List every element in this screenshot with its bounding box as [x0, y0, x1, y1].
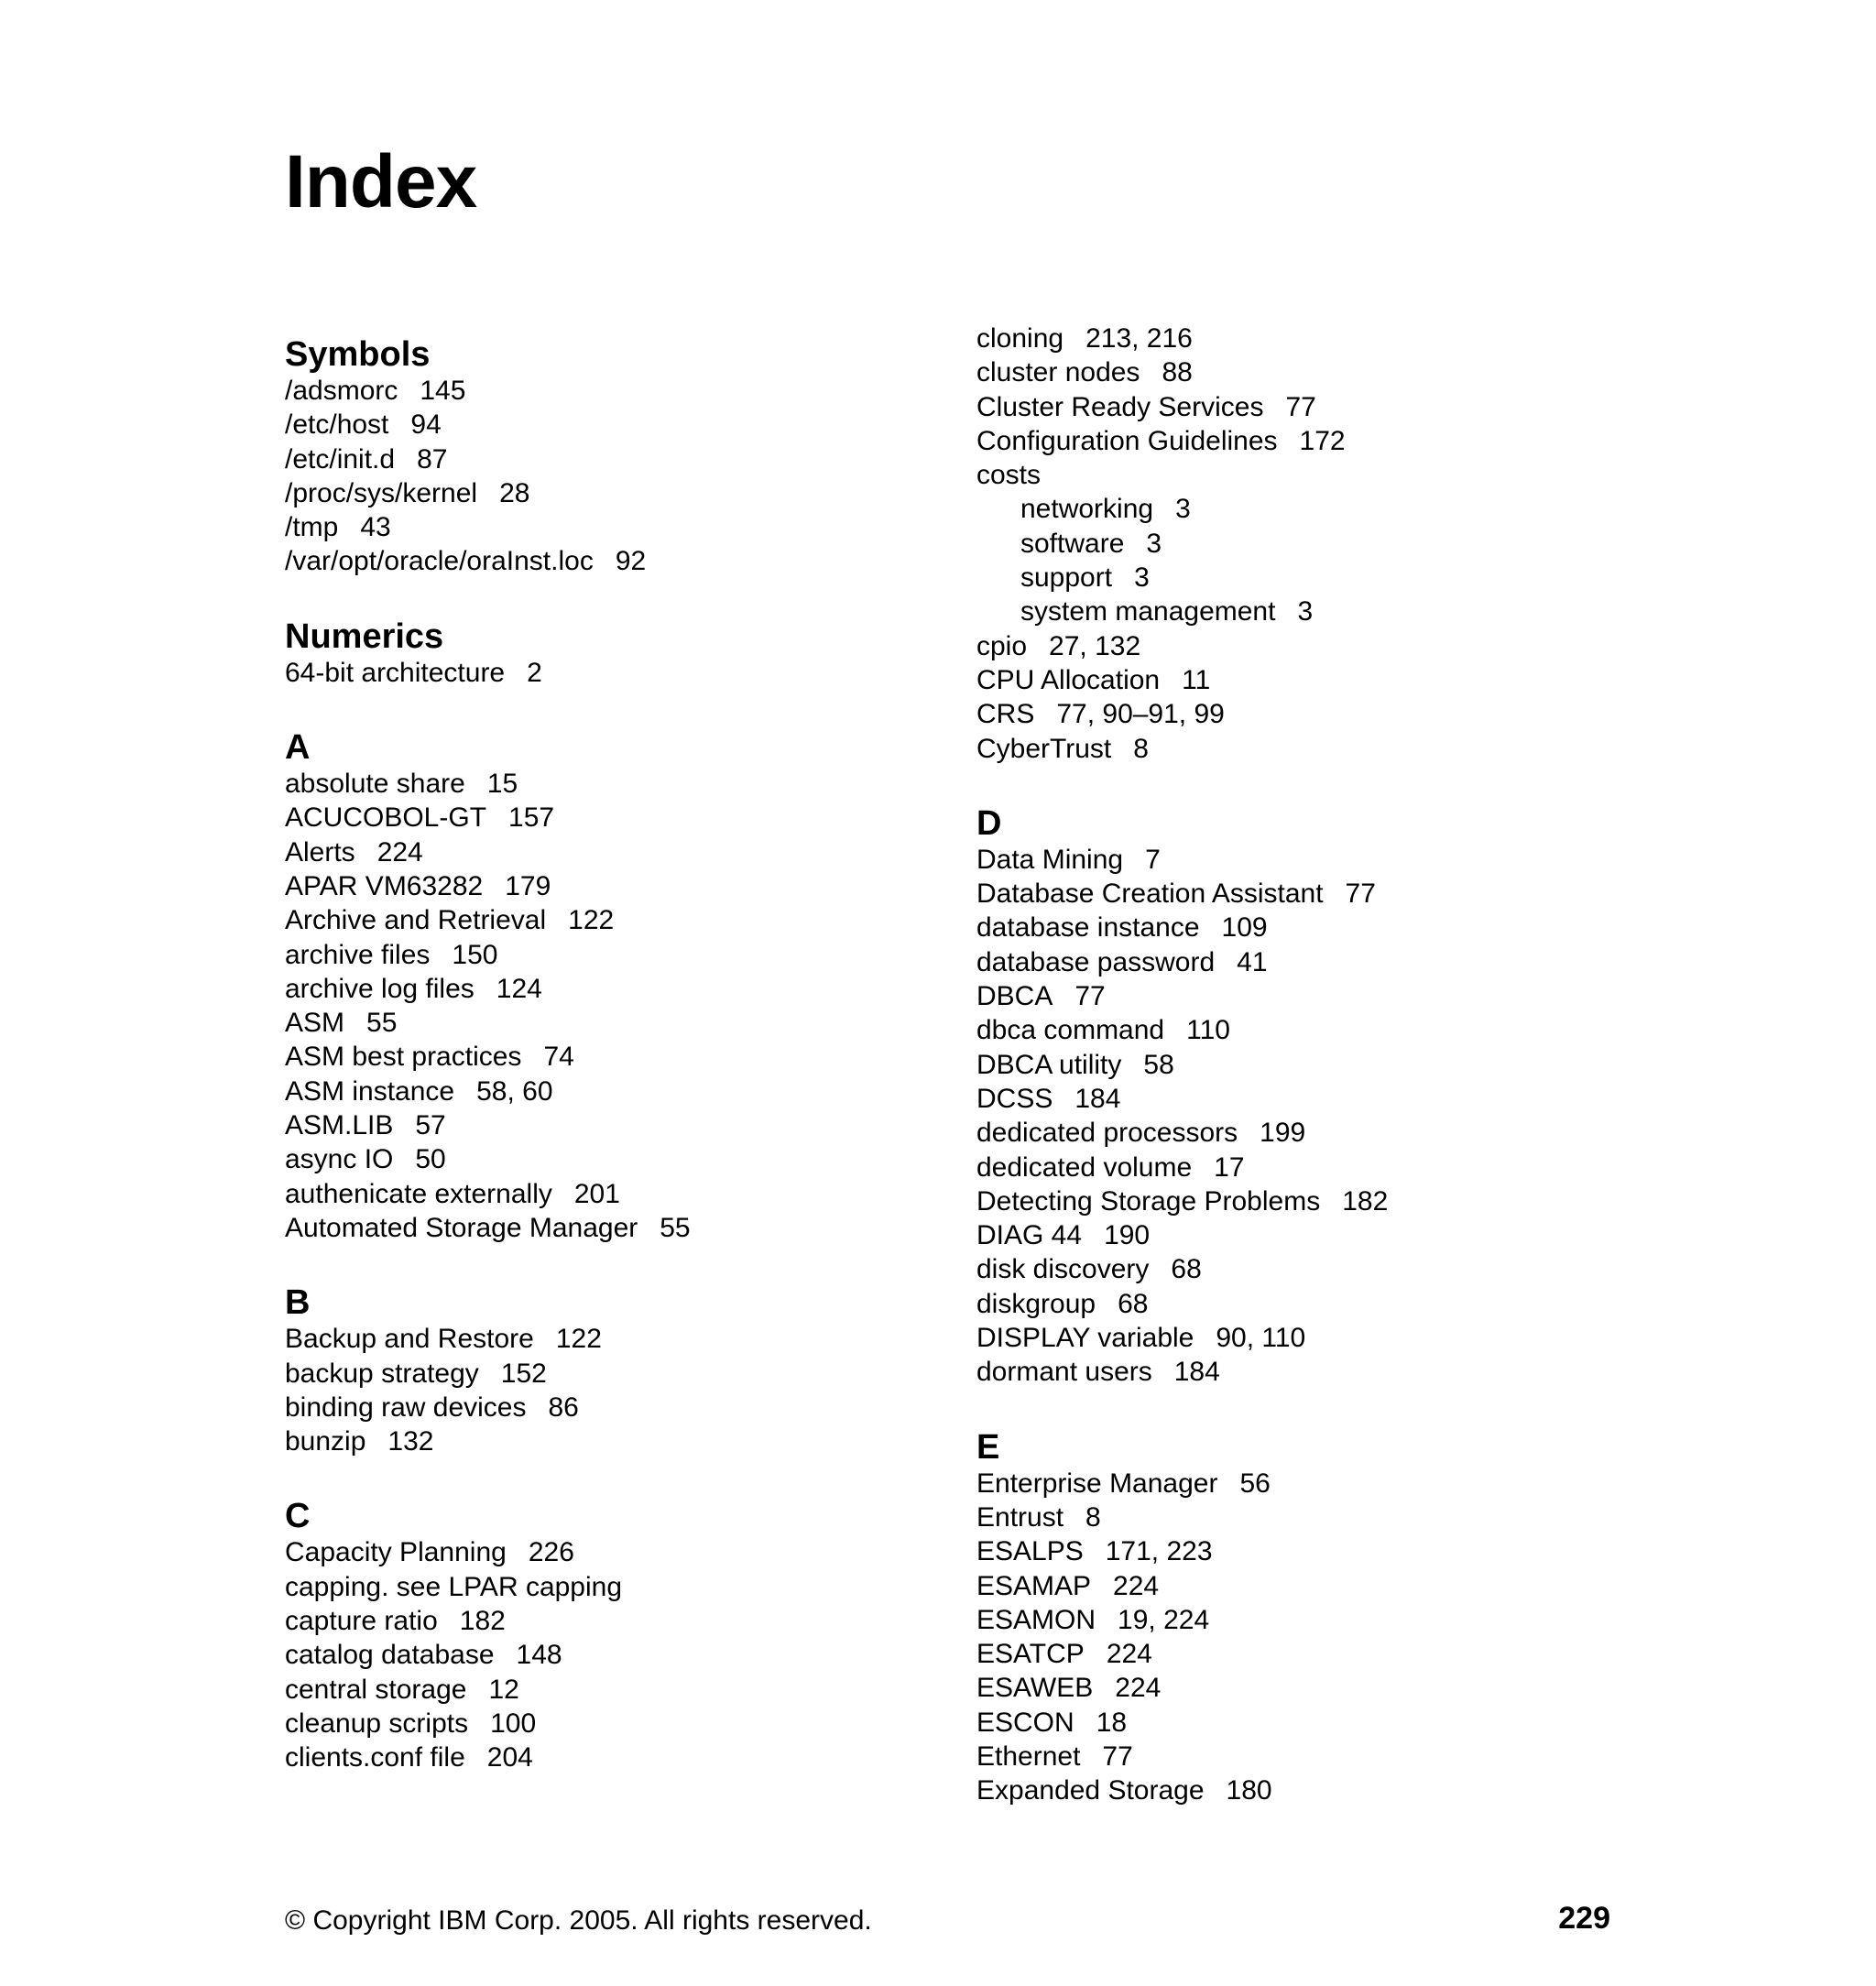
index-page-refs: 226 [528, 1537, 574, 1568]
index-page-refs: 74 [543, 1042, 574, 1073]
index-entry [976, 1637, 1618, 1671]
index-term: Data Mining [976, 844, 1124, 875]
index-term: ESAWEB [976, 1673, 1094, 1704]
index-term: costs [976, 460, 1042, 491]
index-term: cleanup scripts [285, 1708, 469, 1739]
index-term: Capacity Planning [285, 1537, 507, 1568]
index-term: bunzip [285, 1426, 366, 1457]
index-entry [976, 1218, 1618, 1252]
index-page-refs: 2 [527, 657, 542, 688]
index-term: software [1020, 528, 1125, 559]
section-heading: B [285, 1283, 311, 1323]
index-term: disk discovery [976, 1254, 1150, 1285]
index-term: Alerts [285, 836, 355, 868]
index-entry [285, 1707, 926, 1740]
index-term: Ethernet [976, 1740, 1081, 1772]
section-heading: Symbols [285, 335, 431, 374]
index-page-refs: 145 [420, 376, 466, 406]
index-term: ESALPS [976, 1536, 1084, 1567]
index-page-refs: 12 [488, 1674, 519, 1705]
index-entry [285, 1604, 926, 1638]
index-page-refs: 86 [548, 1391, 579, 1423]
index-entry [976, 424, 1618, 458]
index-term: DISPLAY variable [976, 1323, 1194, 1354]
index-term: Configuration Guidelines [976, 425, 1278, 456]
index-page-refs: 94 [410, 409, 442, 441]
index-entry [976, 911, 1618, 944]
index-entry [285, 835, 926, 869]
index-term: CRS [976, 699, 1035, 730]
index-page-refs: 122 [555, 1324, 602, 1355]
index-entry [285, 1424, 926, 1458]
index-term: Detecting Storage Problems [976, 1185, 1321, 1217]
index-term: ESCON [976, 1707, 1074, 1738]
index-entry [285, 1357, 926, 1391]
index-section [976, 1424, 1618, 1808]
index-term: dbca command [976, 1015, 1165, 1046]
index-page-refs: 88 [1162, 357, 1193, 388]
index-entry [976, 1500, 1618, 1534]
index-term: /proc/sys/kernel [285, 477, 478, 508]
index-entry [285, 374, 926, 408]
index-page-refs: 157 [508, 802, 555, 834]
index-term: Expanded Storage [976, 1775, 1205, 1806]
index-page-refs: 68 [1118, 1288, 1149, 1319]
index-page-refs: 3 [1175, 494, 1191, 525]
index-term: CyberTrust [976, 733, 1112, 764]
index-subentry [976, 527, 1618, 561]
index-entry [285, 903, 926, 937]
index-term: catalog database [285, 1640, 495, 1671]
index-page-refs: 213, 216 [1085, 323, 1193, 354]
index-entry [976, 1151, 1618, 1184]
index-page-refs: 180 [1226, 1775, 1272, 1806]
index-page-refs: 90, 110 [1216, 1323, 1306, 1354]
index-page-refs: 224 [1113, 1570, 1160, 1601]
index-page-refs: 182 [459, 1606, 506, 1637]
index-entry [285, 1673, 926, 1707]
index-subentry [976, 561, 1618, 595]
index-entry [285, 869, 926, 903]
index-subentry [976, 492, 1618, 526]
index-entry [285, 1740, 926, 1774]
index-page-refs: 100 [490, 1708, 537, 1739]
index-entry [976, 1287, 1618, 1321]
index-entry [976, 629, 1618, 663]
index-entry [976, 663, 1618, 697]
index-entry [285, 1142, 926, 1176]
index-entry [285, 938, 926, 972]
index-page-refs: 3 [1146, 528, 1162, 559]
index-entry [976, 1252, 1618, 1286]
index-page-refs: 179 [505, 870, 551, 901]
index-entry [976, 1355, 1618, 1389]
index-page-refs: 68 [1171, 1254, 1202, 1285]
index-page-refs: 58, 60 [476, 1075, 553, 1107]
index-term: archive files [285, 939, 431, 970]
index-page-refs: 201 [573, 1178, 620, 1209]
index-term: capture ratio [285, 1606, 438, 1637]
index-page-refs: 184 [1173, 1357, 1220, 1388]
index-term: ESAMAP [976, 1570, 1092, 1601]
index-term: cpio [976, 630, 1028, 661]
index-term: capping. see LPAR capping [285, 1571, 623, 1602]
index-page-refs: 55 [366, 1008, 398, 1039]
index-entry [285, 408, 926, 442]
index-term: 64-bit architecture [285, 657, 506, 688]
index-term: database instance [976, 912, 1200, 944]
index-entry [976, 1082, 1618, 1116]
index-subentry [976, 595, 1618, 628]
index-page-refs: 92 [615, 546, 647, 577]
index-section [976, 801, 1618, 1390]
index-term: absolute share [285, 769, 465, 800]
index-page-refs: 184 [1074, 1083, 1121, 1114]
index-term: ESATCP [976, 1639, 1085, 1670]
index-term: /tmp [285, 512, 339, 543]
index-term: networking [1020, 494, 1154, 525]
index-entry [285, 1570, 926, 1604]
index-entry [976, 355, 1618, 389]
index-term: system management [1020, 596, 1276, 627]
section-heading: C [285, 1497, 311, 1536]
index-page-refs: 19, 224 [1118, 1604, 1210, 1635]
index-section [285, 614, 926, 690]
index-section [976, 322, 1618, 766]
index-entry [285, 801, 926, 835]
index-page-refs: 11 [1182, 664, 1211, 695]
index-term: dormant users [976, 1357, 1152, 1388]
index-term: async IO [285, 1144, 394, 1175]
index-term: ASM.LIB [285, 1110, 394, 1141]
index-page-refs: 27, 132 [1049, 630, 1141, 661]
index-entry [285, 1177, 926, 1211]
index-entry [285, 1006, 926, 1040]
section-heading: Numerics [285, 617, 444, 656]
index-entry [285, 972, 926, 1006]
index-page-refs: 77 [1074, 981, 1106, 1012]
index-page-refs: 8 [1085, 1501, 1101, 1533]
index-page-refs: 28 [499, 477, 530, 508]
index-term: Archive and Retrieval [285, 905, 547, 936]
index-entry [976, 1321, 1618, 1355]
index-term: DBCA [976, 981, 1053, 1012]
index-section [285, 332, 926, 579]
index-entry [285, 767, 926, 801]
index-entry [285, 1211, 926, 1245]
index-page-refs: 224 [1106, 1639, 1152, 1670]
index-page-refs: 77, 90–91, 99 [1056, 699, 1225, 730]
page-title: Index [285, 140, 477, 224]
index-page-refs: 58 [1143, 1049, 1174, 1080]
index-page-refs: 77 [1102, 1740, 1133, 1772]
index-entry [976, 732, 1618, 766]
index-term: cluster nodes [976, 357, 1140, 388]
index-entry [976, 1569, 1618, 1603]
index-term: authenicate externally [285, 1178, 552, 1209]
index-term: backup strategy [285, 1358, 479, 1389]
index-section [285, 1280, 926, 1458]
index-page-refs: 109 [1221, 912, 1268, 944]
index-entry [976, 1467, 1618, 1500]
index-term: /etc/init.d [285, 443, 396, 475]
index-term: /etc/host [285, 409, 389, 441]
index-term: Enterprise Manager [976, 1468, 1218, 1499]
index-page-refs: 50 [415, 1144, 446, 1175]
index-term: ASM instance [285, 1075, 455, 1107]
index-entry [285, 1638, 926, 1672]
index-page-refs: 172 [1299, 425, 1346, 456]
index-entry [285, 1391, 926, 1424]
index-term: CPU Allocation [976, 664, 1161, 695]
index-page-refs: 3 [1297, 596, 1314, 627]
index-entry [976, 877, 1618, 911]
index-page-refs: 122 [568, 905, 615, 936]
index-page-refs: 41 [1237, 946, 1268, 977]
index-page-refs: 150 [452, 939, 498, 970]
index-term: Automated Storage Manager [285, 1212, 638, 1243]
index-entry [976, 1013, 1618, 1047]
index-page-refs: 199 [1260, 1118, 1306, 1149]
index-term: Cluster Ready Services [976, 391, 1264, 422]
index-entry [285, 1108, 926, 1142]
index-page-refs: 57 [415, 1110, 446, 1141]
index-term: ESAMON [976, 1604, 1096, 1635]
index-page-refs: 152 [500, 1358, 547, 1389]
index-page-refs: 17 [1214, 1151, 1245, 1183]
index-page-refs: 182 [1342, 1185, 1389, 1217]
index-entry [285, 656, 926, 690]
index-page-refs: 148 [516, 1640, 562, 1671]
index-entry [976, 1048, 1618, 1082]
section-heading: A [285, 728, 311, 768]
footer-page-number: 229 [1558, 1901, 1610, 1936]
index-entry [976, 1740, 1618, 1773]
index-entry [976, 1773, 1618, 1807]
section-heading: D [976, 803, 1002, 843]
footer-copyright: © Copyright IBM Corp. 2005. All rights reserved. [285, 1905, 872, 1936]
section-heading: E [976, 1427, 1000, 1467]
index-entry [976, 945, 1618, 979]
index-entry [285, 1040, 926, 1074]
index-page-refs: 56 [1239, 1468, 1271, 1499]
index-term: DCSS [976, 1083, 1053, 1114]
index-term: central storage [285, 1674, 467, 1705]
index-entry [976, 1671, 1618, 1705]
index-term: dedicated volume [976, 1151, 1193, 1183]
index-page-refs: 132 [387, 1426, 434, 1457]
index-page-refs: 43 [360, 512, 391, 543]
index-entry [285, 510, 926, 544]
index-entry [976, 390, 1618, 424]
index-term: DIAG 44 [976, 1220, 1083, 1251]
index-term: DBCA utility [976, 1049, 1122, 1080]
index-term: Entrust [976, 1501, 1064, 1533]
index-page-refs: 8 [1133, 733, 1149, 764]
index-entry [285, 476, 926, 510]
index-entry [285, 1075, 926, 1108]
index-term: archive log files [285, 973, 474, 1004]
index-term: binding raw devices [285, 1391, 527, 1423]
index-page-refs: 18 [1096, 1707, 1128, 1738]
index-entry [976, 1706, 1618, 1740]
index-term: /var/opt/oracle/oraInst.loc [285, 546, 594, 577]
index-page-refs: 55 [660, 1212, 691, 1243]
index-term: diskgroup [976, 1288, 1096, 1319]
index-page-refs: 77 [1285, 391, 1316, 422]
index-entry [285, 442, 926, 476]
index-entry [285, 1535, 926, 1569]
index-term: dedicated processors [976, 1118, 1238, 1149]
index-page-refs: 3 [1134, 562, 1150, 594]
index-term: cloning [976, 323, 1064, 354]
index-entry [976, 1603, 1618, 1637]
index-page-refs: 7 [1145, 844, 1161, 875]
index-column-left [285, 332, 926, 1775]
index-term: ACUCOBOL-GT [285, 802, 487, 834]
index-entry [976, 1116, 1618, 1150]
index-page-refs: 87 [417, 443, 448, 475]
index-page-refs: 204 [486, 1742, 533, 1773]
index-entry [285, 1322, 926, 1356]
index-page-refs: 124 [496, 973, 542, 1004]
index-entry [976, 1534, 1618, 1568]
index-page-refs: 15 [486, 769, 518, 800]
index-column-right [976, 322, 1618, 1808]
index-term: ASM best practices [285, 1042, 522, 1073]
index-entry [976, 322, 1618, 355]
index-page-refs: 224 [1115, 1673, 1162, 1704]
index-term: database password [976, 946, 1216, 977]
index-entry [976, 843, 1618, 877]
index-term: clients.conf file [285, 1742, 465, 1773]
index-page-refs: 190 [1104, 1220, 1151, 1251]
index-entry [976, 697, 1618, 731]
index-term: Database Creation Assistant [976, 878, 1324, 910]
index-page-refs: 77 [1345, 878, 1376, 910]
index-entry [976, 1184, 1618, 1218]
index-term: APAR VM63282 [285, 870, 484, 901]
index-page-refs: 110 [1186, 1015, 1230, 1046]
index-page-refs: 171, 223 [1105, 1536, 1213, 1567]
index-term: /adsmorc [285, 376, 398, 406]
index-term: ASM [285, 1008, 345, 1039]
index-term: support [1020, 562, 1113, 594]
index-entry [976, 458, 1618, 492]
index-entry [285, 544, 926, 578]
index-section [285, 1493, 926, 1774]
index-page-refs: 224 [376, 836, 423, 868]
index-term: Backup and Restore [285, 1324, 534, 1355]
index-section [285, 725, 926, 1245]
index-entry [976, 979, 1618, 1013]
